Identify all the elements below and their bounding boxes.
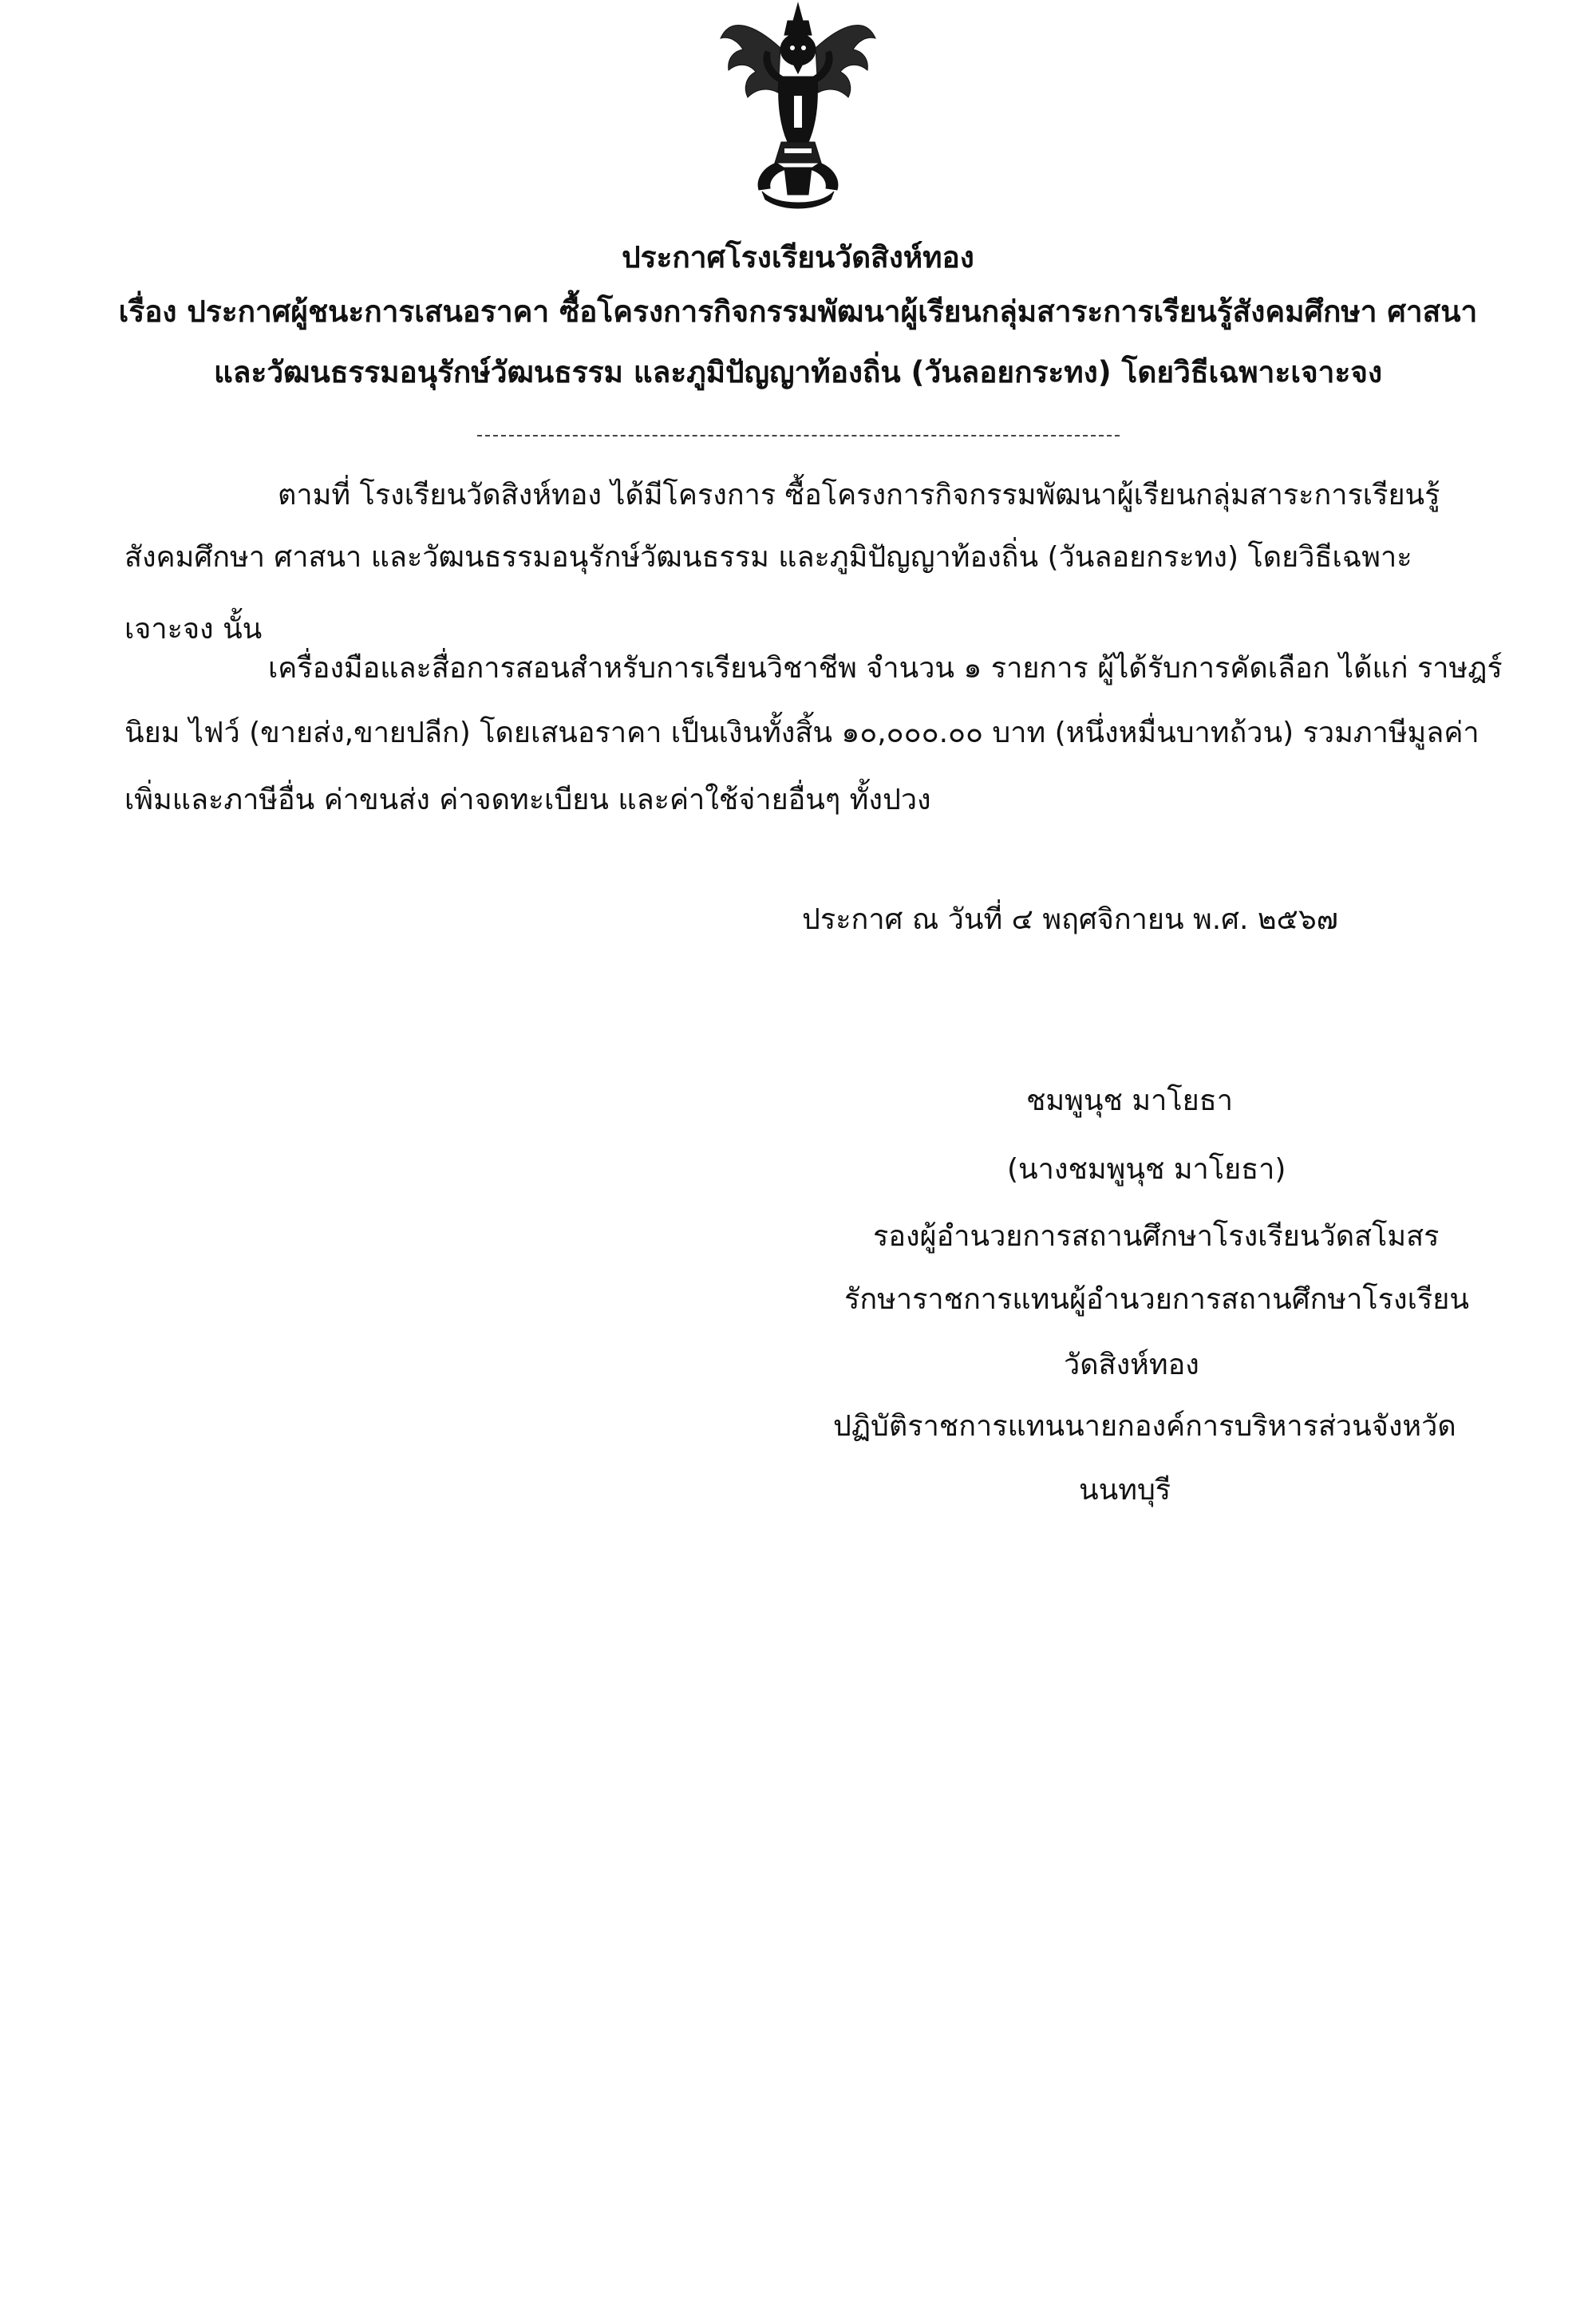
paragraph2-line3: เพิ่มและภาษีอื่น ค่าขนส่ง ค่าจดทะเบียน และค่าใช้จ่ายอื่นๆ ทั้งปวง: [124, 784, 931, 816]
paragraph1-line1: ตามที่ โรงเรียนวัดสิงห์ทอง ได้มีโครงการ ซื้อโครงการกิจกรรมพัฒนาผู้เรียนกลุ่มสาระการเรียนรู้: [278, 479, 1440, 512]
subject-line-1: เรื่อง ประกาศผู้ชนะการเสนอราคา ซื้อโครงการกิจกรรมพัฒนาผู้เรียนกลุ่มสาระการเรียนรู้สังคมศึกษา ศาสนา: [118, 294, 1478, 329]
divider: [477, 435, 1120, 436]
signatory-position-2: รักษาราชการแทนผู้อำนวยการสถานศึกษาโรงเรียน: [844, 1283, 1469, 1316]
signature-name: ชมพูนุช มาโยธา: [1026, 1084, 1233, 1117]
signatory-position-3: ปฏิบัติราชการแทนนายกองค์การบริหารส่วนจังหวัด: [833, 1410, 1456, 1443]
announcement-title: ประกาศโรงเรียนวัดสิงห์ทอง: [622, 240, 974, 275]
signatory-full-name: (นางชมพูนุช มาโยธา): [1007, 1153, 1286, 1186]
signatory-position-3-cont: นนทบุรี: [1079, 1474, 1171, 1507]
signatory-position-1: รองผู้อำนวยการสถานศึกษาโรงเรียนวัดสโมสร: [873, 1220, 1440, 1253]
paragraph2-line2: นิยม ไฟว์ (ขายส่ง,ขายปลีก) โดยเสนอราคา เป็นเงินทั้งสิ้น ๑๐,๐๐๐.๐๐ บาท (หนึ่งหมื่นบาทถ้วน) รวมภาษีมูลค่า: [124, 717, 1479, 749]
paragraph2-line1: เครื่องมือและสื่อการสอนสำหรับการเรียนวิชาชีพ จำนวน ๑ รายการ ผู้ได้รับการคัดเลือก ได้แก่ ราษฎร์: [268, 652, 1503, 685]
paragraph1-line2: สังคมศึกษา ศาสนา และวัฒนธรรมอนุรักษ์วัฒนธรรม และภูมิปัญญาท้องถิ่น (วันลอยกระทง) โดยวิธีเฉพาะ: [124, 541, 1412, 574]
garuda-emblem-icon: [714, 0, 882, 209]
announcement-date: ประกาศ ณ วันที่ ๔ พฤศจิกายน พ.ศ. ๒๕๖๗: [802, 903, 1338, 936]
subject-line-2: และวัฒนธรรมอนุรักษ์วัฒนธรรม และภูมิปัญญาท้องถิ่น (วันลอยกระทง) โดยวิธีเฉพาะเจาะจง: [213, 355, 1383, 389]
signatory-position-2-cont: วัดสิงห์ทอง: [1064, 1349, 1199, 1381]
paragraph1-line3: เจาะจง นั้น: [124, 613, 263, 646]
